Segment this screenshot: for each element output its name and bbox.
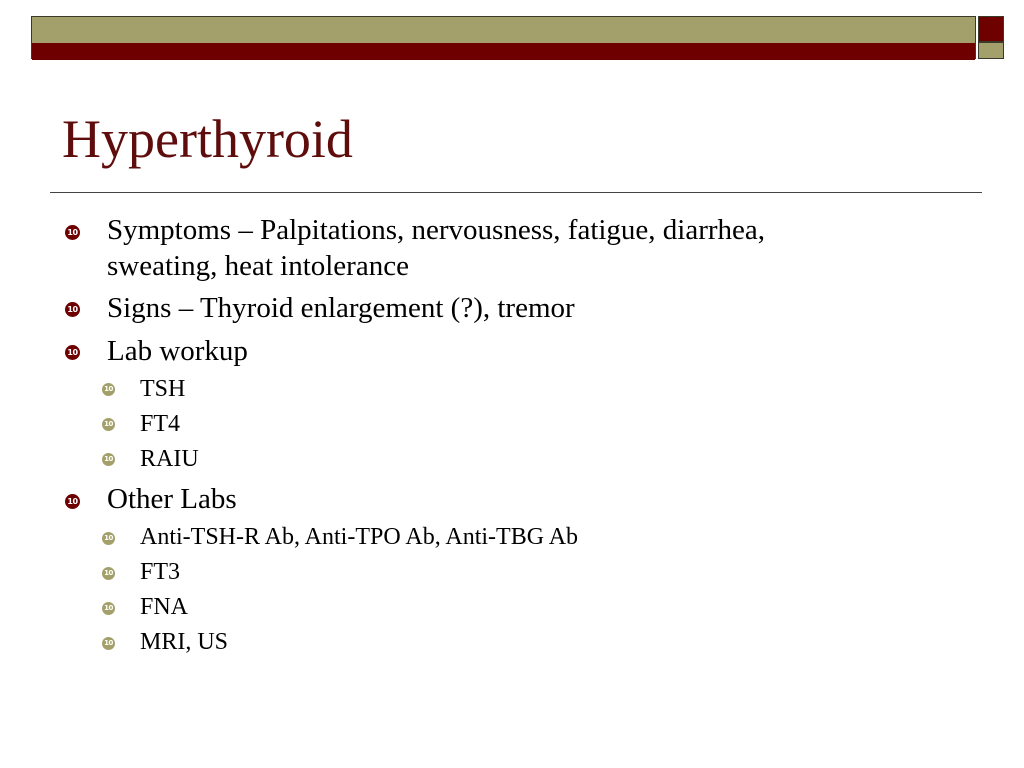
sub-bullet-icon: 10 <box>102 383 115 396</box>
sub-bullet-icon: 10 <box>102 418 115 431</box>
sub-bullet-icon: 10 <box>102 532 115 545</box>
sub-list-item: FNA <box>140 594 189 620</box>
sub-list-item: MRI, US <box>140 629 229 655</box>
bullet-icon: 10 <box>65 225 80 240</box>
bullet-icon: 10 <box>65 494 80 509</box>
sub-bullet-icon: 10 <box>102 453 115 466</box>
sub-list-item: FT4 <box>140 411 181 437</box>
list-item: Symptoms – Palpitations, nervousness, fatigue, diarrhea, <box>107 214 766 246</box>
bullet-icon: 10 <box>65 345 80 360</box>
sub-list-item: FT3 <box>140 559 181 585</box>
sub-bullet-icon: 10 <box>102 637 115 650</box>
bullet-icon: 10 <box>65 302 80 317</box>
list-item: Other Labs <box>107 483 237 515</box>
list-item: Signs – Thyroid enlargement (?), tremor <box>107 292 575 324</box>
sub-bullet-icon: 10 <box>102 602 115 615</box>
sub-bullet-icon: 10 <box>102 567 115 580</box>
list-item: Lab workup <box>107 335 248 367</box>
sub-list-item: TSH <box>140 376 186 402</box>
list-item-continuation: sweating, heat intolerance <box>107 250 409 282</box>
sub-list-item: Anti-TSH-R Ab, Anti-TPO Ab, Anti-TBG Ab <box>140 524 579 550</box>
sub-list-item: RAIU <box>140 446 199 472</box>
slide-title: Hyperthyroid <box>62 109 353 169</box>
